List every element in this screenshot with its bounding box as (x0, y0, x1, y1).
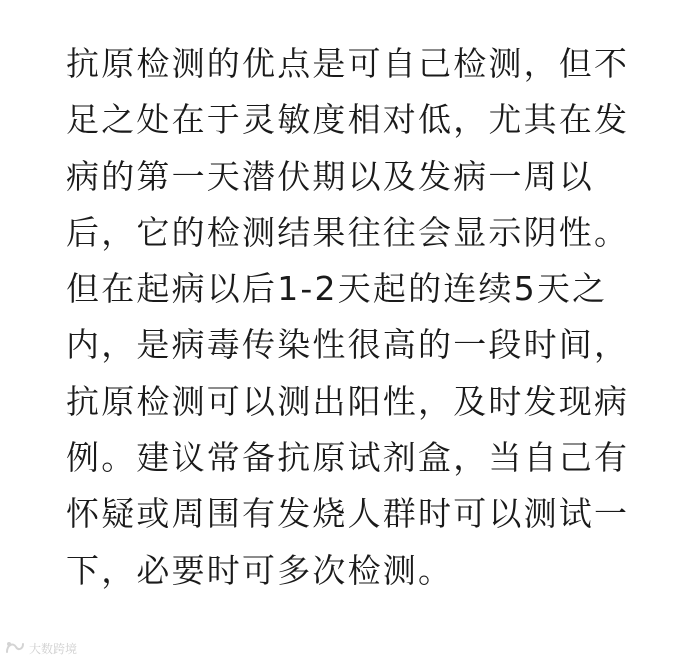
paragraph-line: 下，必要时可多次检测。 (66, 550, 454, 590)
paragraph-line: 抗原检测的优点是可自己检测，但不 (66, 44, 630, 83)
paragraph-line: 病的第一天潜伏期以及发病一周以 (66, 156, 594, 196)
watermark-logo-icon (4, 639, 26, 657)
paragraph-line: 足之处在于灵敏度相对低，尤其在发 (66, 100, 630, 140)
watermark-text: 大数跨境 (29, 641, 78, 656)
paragraph-line: 怀疑或周围有发烧人群时可以测试一 (66, 494, 630, 534)
paragraph-line: 但在起病以后1-2天起的连续5天之 (66, 269, 608, 309)
paragraph-line: 内，是病毒传染性很高的一段时间， (66, 325, 630, 365)
article-paragraph (66, 36, 666, 599)
watermark (4, 639, 77, 657)
paragraph-line: 后，它的检测结果往往会显示阴性。 (66, 212, 630, 252)
paragraph-line: 例。建议常备抗原试剂盒，当自己有 (66, 438, 630, 478)
paragraph-line: 抗原检测可以测出阳性，及时发现病 (66, 381, 630, 421)
